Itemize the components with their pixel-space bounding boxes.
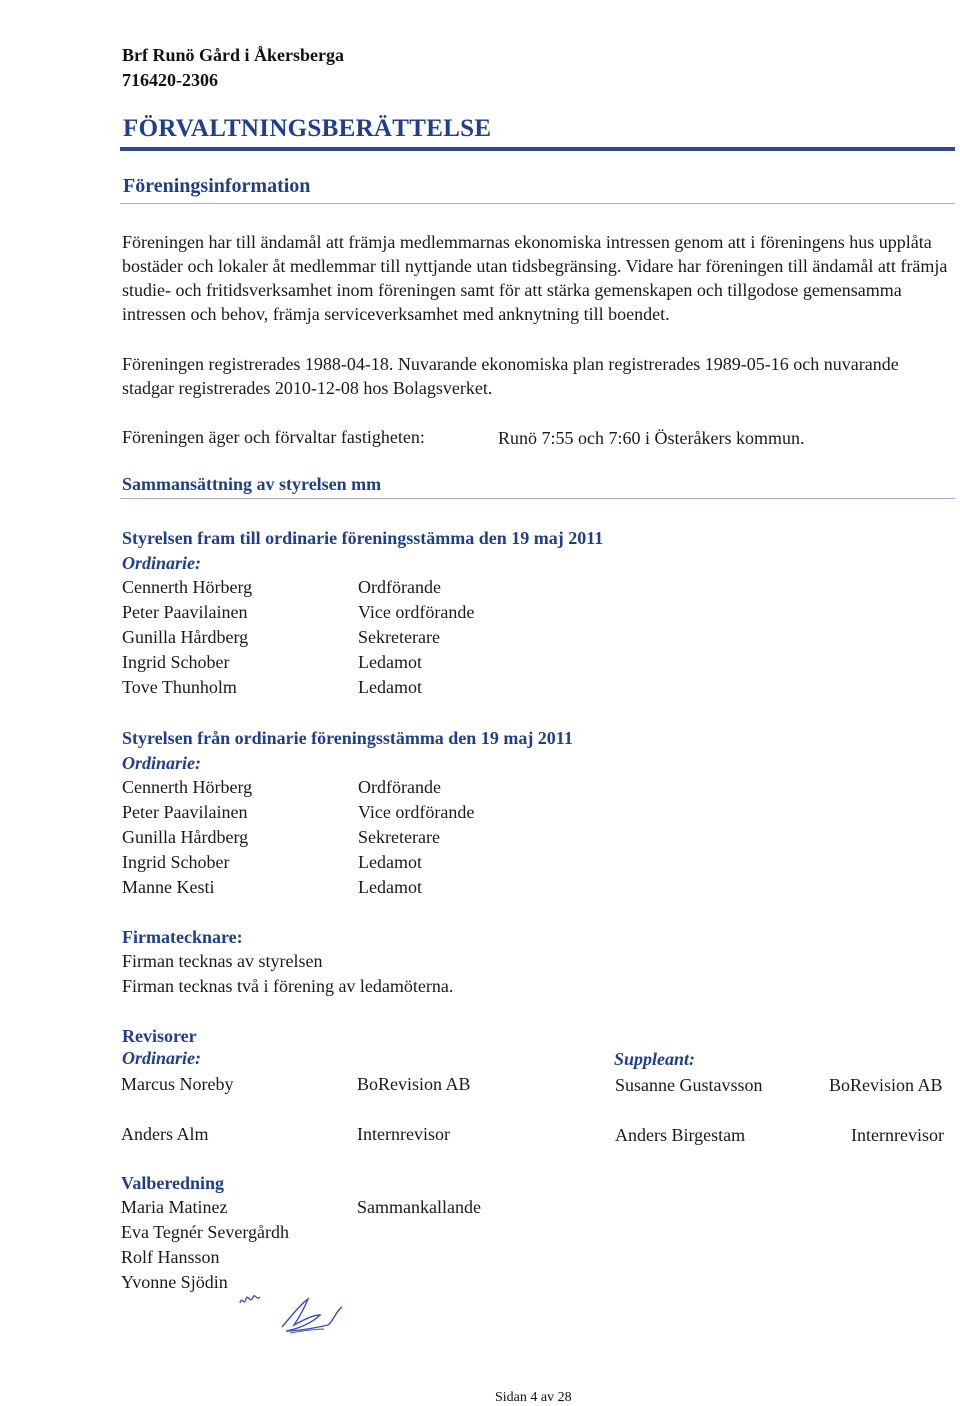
member-role: Sekreterare bbox=[358, 827, 440, 847]
member-role: Ordförande bbox=[358, 577, 441, 597]
revisorer-heading: Revisorer bbox=[122, 1026, 197, 1046]
property-value: Runö 7:55 och 7:60 i Österåkers kommun. bbox=[498, 428, 805, 448]
registration-paragraph bbox=[122, 352, 952, 400]
page-number: Sidan 4 av 28 bbox=[495, 1390, 572, 1405]
purpose-text: Föreningen har till ändamål att främja medlemmarnas ekonomiska intressen genom att i föreningens hus upplåta bostäder och lokaler åt medlemmar till nyttjande utan tidsbegränsing. Vidare har föreningen till ändamål att främja studie- och fritidsverksamhet inom föreningen samt för att stärka gemenskapen och tillgodose gemensamma intressen och behov, främja serviceverksamhet med anknytning till boendet. bbox=[122, 232, 948, 324]
board-before-heading: Styrelsen fram till ordinarie föreningsstämma den 19 maj 2011 bbox=[122, 528, 604, 548]
deputy-auditor-name: Susanne Gustavsson bbox=[615, 1075, 763, 1095]
nomination-member-name: Rolf Hansson bbox=[121, 1247, 220, 1267]
member-role: Ledamot bbox=[358, 877, 422, 897]
handwritten-initials-signature bbox=[232, 1285, 352, 1345]
section-heading-foreningsinformation: Föreningsinformation bbox=[123, 175, 311, 197]
deputy-auditor-name: Anders Birgestam bbox=[615, 1125, 746, 1145]
deputy-auditor-org: BoRevision AB bbox=[829, 1075, 943, 1095]
member-role: Vice ordförande bbox=[358, 802, 475, 822]
auditor-name: Anders Alm bbox=[121, 1124, 209, 1144]
nomination-member-name: Yvonne Sjödin bbox=[121, 1272, 228, 1292]
nomination-member-name: Eva Tegnér Severgårdh bbox=[121, 1222, 290, 1242]
member-name: Gunilla Hårdberg bbox=[122, 627, 249, 647]
revisorer-suppleant-label: Suppleant: bbox=[614, 1049, 696, 1069]
auditor-name: Marcus Noreby bbox=[121, 1074, 234, 1094]
title-rule bbox=[120, 147, 955, 151]
member-role: Ledamot bbox=[358, 852, 422, 872]
nomination-member-role: Sammankallande bbox=[357, 1197, 481, 1217]
member-role: Ledamot bbox=[358, 652, 422, 672]
member-name: Ingrid Schober bbox=[122, 652, 230, 672]
member-name: Ingrid Schober bbox=[122, 852, 230, 872]
board-after-subheading: Ordinarie: bbox=[122, 753, 202, 773]
purpose-paragraph bbox=[122, 230, 952, 326]
firmatecknare-line: Firman tecknas två i förening av ledamöterna. bbox=[122, 976, 454, 996]
member-role: Sekreterare bbox=[358, 627, 440, 647]
org-name: Brf Runö Gård i Åkersberga bbox=[122, 45, 344, 65]
board-before-subheading: Ordinarie: bbox=[122, 553, 202, 573]
member-name: Cennerth Hörberg bbox=[122, 777, 253, 797]
member-name: Tove Thunholm bbox=[122, 677, 237, 697]
property-label: Föreningen äger och förvaltar fastigheten: bbox=[122, 427, 425, 447]
page-title: FÖRVALTNINGSBERÄTTELSE bbox=[123, 115, 492, 142]
nomination-member-name: Maria Matinez bbox=[121, 1197, 228, 1217]
member-name: Manne Kesti bbox=[122, 877, 215, 897]
section-rule bbox=[120, 498, 955, 499]
member-name: Peter Paavilainen bbox=[122, 602, 248, 622]
valberedning-heading: Valberedning bbox=[121, 1173, 225, 1193]
org-number: 716420-2306 bbox=[122, 70, 218, 90]
board-after-heading: Styrelsen från ordinarie föreningsstämma den 19 maj 2011 bbox=[122, 728, 573, 748]
deputy-auditor-org: Internrevisor bbox=[851, 1125, 944, 1145]
section-heading-styrelsen: Sammansättning av styrelsen mm bbox=[122, 474, 382, 494]
member-role: Vice ordförande bbox=[358, 602, 475, 622]
revisorer-ordinarie-label: Ordinarie: bbox=[122, 1048, 202, 1068]
section-rule bbox=[120, 203, 955, 204]
firmatecknare-heading: Firmatecknare: bbox=[122, 927, 243, 947]
auditor-org: BoRevision AB bbox=[357, 1074, 471, 1094]
member-name: Peter Paavilainen bbox=[122, 802, 248, 822]
auditor-org: Internrevisor bbox=[357, 1124, 450, 1144]
firmatecknare-line: Firman tecknas av styrelsen bbox=[122, 951, 323, 971]
member-role: Ordförande bbox=[358, 777, 441, 797]
member-name: Gunilla Hårdberg bbox=[122, 827, 249, 847]
registration-text: Föreningen registrerades 1988-04-18. Nuvarande ekonomiska plan registrerades 1989-05-16 och nuvarande stadgar registrerades 2010-12-08 hos Bolagsverket. bbox=[122, 354, 899, 398]
member-role: Ledamot bbox=[358, 677, 422, 697]
member-name: Cennerth Hörberg bbox=[122, 577, 253, 597]
